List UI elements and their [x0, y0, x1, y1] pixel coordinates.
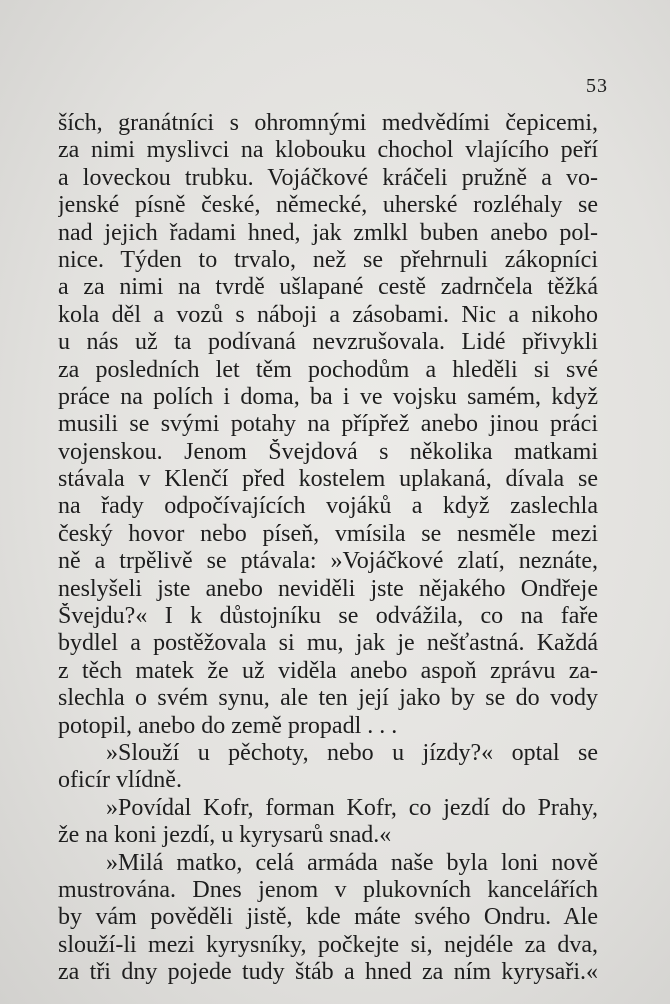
text-line: vojenskou. Jenom Švejdová s několika matkami [58, 438, 598, 465]
text-line: mustrována. Dnes jenom v plukovních kancelářích [58, 876, 598, 903]
text-line: ších, granátníci s ohromnými medvědími čepicemi, [58, 110, 598, 136]
text-line: za tři dny pojede tudy štáb a hned za ním kyrysaři.« [58, 959, 598, 986]
body-text [58, 110, 598, 987]
text-line: za posledních let těm pochodům a hleděli si své [58, 356, 598, 383]
text-line: musili se svými potahy na přípřež anebo jinou práci [58, 411, 598, 438]
text-line: »Povídal Kofr, forman Kofr, co jezdí do Prahy, [106, 794, 598, 821]
text-line: ně a trpělivě se ptávala: »Vojáčkové zlatí, neznáte, [58, 548, 598, 575]
text-line: by vám pověděli jistě, kde máte svého Ondru. Ale [58, 904, 598, 931]
page-number: 53 [586, 75, 608, 97]
text-line: z těch matek že už viděla anebo aspoň zprávu za- [58, 657, 598, 684]
text-line: a loveckou trubku. Vojáčkové kráčeli pružně a vo- [58, 164, 598, 191]
text-line: práce na polích i doma, ba i ve vojsku samém, když [58, 383, 598, 410]
text-line: český hovor nebo píseň, vmísila se nesměle mezi [58, 520, 598, 547]
text-line: na řady odpočívajících vojáků a když zaslechla [58, 493, 598, 520]
text-line: potopil, anebo do země propadl . . . [58, 712, 398, 739]
text-line: stávala v Klenčí před kostelem uplakaná, dívala se [58, 466, 598, 493]
text-line: kola děl a vozů s náboji a zásobami. Nic a nikoho [58, 301, 598, 328]
text-line: že na koni jezdí, u kyrysarů snad.« [58, 822, 392, 849]
text-line: neslyšeli jste anebo neviděli jste nějakého Ondřeje [58, 575, 598, 602]
text-line: Švejdu?« I k důstojníku se odvážila, co na faře [58, 603, 598, 630]
text-line: bydlel a postěžovala si mu, jak je nešťastná. Každá [58, 630, 598, 657]
text-line: slouží-li mezi kyrysníky, počkejte si, nejdéle za dva, [58, 931, 598, 958]
text-line: slechla o svém synu, ale ten její jako by se do vody [58, 685, 598, 712]
text-line: »Milá matko, celá armáda naše byla loni nově [106, 849, 598, 876]
text-line: »Slouží u pěchoty, nebo u jízdy?« optal se [106, 739, 598, 766]
text-line: nad jejich řadami hned, jak zmlkl buben anebo pol- [58, 219, 598, 246]
text-line: jenské písně české, německé, uherské rozléhaly se [58, 192, 598, 219]
text-line: oficír vlídně. [58, 767, 182, 794]
text-line: nice. Týden to trvalo, než se přehrnuli zákopníci [58, 246, 598, 273]
text-line: za nimi myslivci na klobouku chochol vlajícího peří [58, 137, 598, 164]
text-line: u nás už ta podívaná nevzrušovala. Lidé přivykli [58, 329, 598, 356]
text-line: a za nimi na tvrdě ušlapané cestě zadrnčela těžká [58, 274, 598, 301]
